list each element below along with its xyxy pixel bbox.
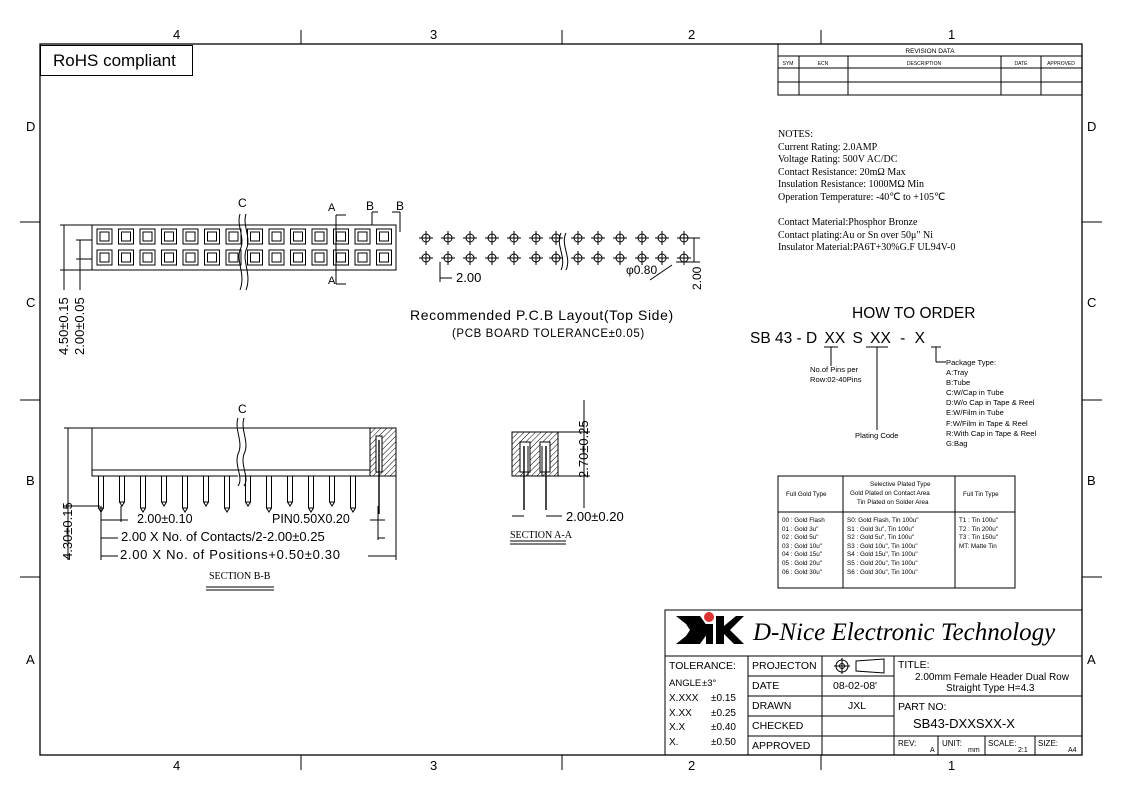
plating-cell: MT: Matte Tin (959, 542, 997, 550)
zone-top-2: 2 (688, 27, 696, 42)
zone-left-c: C (26, 295, 36, 310)
plating-col2-header-3: Tin Plated on Solder Area (857, 499, 929, 506)
drawing-title-line1: 2.00mm Female Header Dual Row (915, 672, 1069, 683)
plating-cell: S4 : Gold 15u", Tin 100u" (847, 551, 918, 559)
plating-cell: 03 : Gold 10u" (782, 542, 823, 550)
zone-right-d: D (1087, 119, 1097, 134)
plating-cell: 02 : Gold 5u" (782, 534, 819, 542)
contact-pin (288, 476, 293, 502)
size-label: SIZE: (1038, 739, 1059, 748)
contact-pin (351, 476, 356, 508)
package-title: Package Type: (946, 358, 997, 367)
pcb-layout-title: Recommended P.C.B Layout(Top Side) (410, 307, 674, 323)
order-code-plating: XX (870, 330, 891, 347)
contact-cavity (269, 229, 284, 244)
package-item: D:W/o Cap in Tape & Reel (946, 398, 1035, 408)
zone-bottom-3: 3 (430, 758, 438, 773)
zone-bottom-1: 1 (948, 758, 956, 773)
plating-col3-header: Full Tin Type (963, 491, 999, 498)
contact-cavity (355, 229, 370, 244)
contact-pin (204, 476, 209, 502)
pins-label-2: Row:02-40Pins (810, 375, 862, 384)
dim-aa-height: 2.70±0.25 (576, 420, 591, 478)
top-section-c-label: C (238, 196, 247, 210)
tolerance-label: TOLERANCE: (669, 660, 736, 672)
bb-section-c-label: C (238, 402, 247, 416)
contact-pin (99, 476, 104, 508)
package-item: F:W/Film in Tape & Reel (946, 418, 1028, 428)
top-section-a2-label: A (328, 275, 336, 287)
contact-cavity (162, 250, 177, 265)
order-code-prefix: SB 43 - D (750, 330, 818, 347)
note-line: Contact Material:Phosphor Bronze (778, 217, 918, 229)
plating-col2-header-1: Selective Plated Type (870, 481, 931, 488)
tolerance-value: ±0.50 (711, 736, 736, 748)
plating-cell: S2 : Gold 5u", Tin 100u" (847, 534, 915, 542)
contact-cavity (269, 250, 284, 265)
plating-cell: S3 : Gold 10u", Tin 100u" (847, 542, 918, 550)
zone-left-b: B (26, 473, 35, 488)
section-aa-title: SECTION A-A (510, 530, 572, 541)
note-line: Operation Temperature: -40℃ to +105℃ (778, 191, 946, 203)
projection-label: PROJECTON (752, 660, 817, 672)
zone-top-1: 1 (948, 27, 956, 42)
plating-cell: S6 : Gold 30u", Tin 100u" (847, 568, 918, 576)
rev-value: A (930, 747, 935, 754)
contact-cavity (248, 229, 263, 244)
top-view (60, 212, 400, 290)
order-code (750, 331, 925, 347)
zone-top-4: 4 (173, 27, 181, 42)
dim-top-outer: 4.50±0.15 (56, 297, 71, 355)
rohs-label: RoHS compliant (40, 45, 193, 76)
plating-col1-header: Full Gold Type (786, 491, 827, 498)
contact-pin (183, 476, 188, 508)
pcb-tolerance: (PCB BOARD TOLERANCE±0.05) (452, 328, 645, 340)
contact-cavity (291, 250, 306, 265)
contact-cavity (162, 229, 177, 244)
dim-pcb-row: 2.00 (690, 266, 704, 290)
package-item: G:Bag (946, 438, 968, 448)
plating-cell: T2 : Tin 200u" (959, 525, 998, 533)
plating-cell: 04 : Gold 15u" (782, 551, 823, 559)
plating-cell: 01 : Gold 3u" (782, 525, 819, 533)
note-line: Contact Resistance: 20mΩ Max (778, 166, 906, 178)
drawn-value: JXL (848, 700, 867, 712)
order-code-s: S (852, 330, 863, 347)
plating-cell: 00 : Gold Flash (782, 517, 825, 524)
note-line: Current Rating: 2.0AMP (778, 141, 878, 153)
order-code-dash: - (900, 330, 906, 347)
drawn-label: DRAWN (752, 700, 792, 712)
unit-label: UNIT: (942, 739, 962, 748)
contact-cavity (97, 229, 112, 244)
angle-label: ANGLE (669, 678, 702, 689)
date-label: DATE (752, 680, 780, 692)
company-name: D-Nice Electronic Technology (753, 619, 1056, 646)
zone-bottom-2: 2 (688, 758, 696, 773)
scale-value: 2:1 (1018, 747, 1028, 754)
part-no-value: SB43-DXXSXX-X (913, 716, 1015, 731)
angle-value: ±3° (702, 678, 717, 689)
contact-cavity (377, 229, 392, 244)
contact-cavity (226, 229, 241, 244)
zone-right-a: A (1087, 652, 1096, 667)
plating-cell: T3 : Tin 150u" (959, 534, 998, 542)
package-item: B:Tube (946, 378, 971, 388)
order-code-package: X (914, 330, 925, 347)
package-item: E:W/Film in Tube (946, 408, 1004, 418)
contact-cavity (119, 229, 134, 244)
contact-pin (267, 476, 272, 508)
contact-cavity (312, 229, 327, 244)
pcb-pitch-dim: 2.00 (456, 270, 482, 285)
contact-pin (330, 476, 335, 502)
contact-cavity (205, 229, 220, 244)
contact-pin (120, 476, 125, 502)
part-no-label: PART NO: (898, 701, 947, 713)
zone-top-3: 3 (430, 27, 438, 42)
tolerance-value: ±0.40 (711, 722, 736, 733)
unit-value: mm (968, 747, 980, 754)
tolerance-key: X.XXX (669, 693, 699, 704)
package-item: R:With Cap in Tape & Reel (946, 428, 1037, 438)
tolerance-key: X.X (669, 722, 686, 733)
zone-left-d: D (26, 119, 36, 134)
pins-label-1: No.of Pins per (810, 365, 859, 374)
zone-bottom-4: 4 (173, 758, 181, 773)
rev-col-date: DATE (1014, 61, 1028, 67)
zone-right-c: C (1087, 295, 1097, 310)
tolerance-value: ±0.15 (711, 693, 736, 704)
contact-cavity (97, 250, 112, 265)
bb-contacts-dim: 2.00 X No. of Contacts/2-2.00±0.25 (121, 529, 325, 544)
pcb-hole-dim: φ0.80 (626, 263, 658, 277)
tolerance-key: X. (669, 736, 679, 748)
notes-heading: NOTES: (778, 129, 813, 140)
contact-cavity (355, 250, 370, 265)
note-line: Insulation Resistance: 1000MΩ Min (778, 179, 925, 191)
plating-cell: S0: Gold Flash, Tin 100u" (847, 517, 919, 524)
contact-cavity (205, 250, 220, 265)
contact-pin (309, 476, 314, 508)
plating-cell: 05 : Gold 20u" (782, 560, 823, 567)
contact-pin (162, 476, 167, 502)
top-section-b2-label: B (396, 199, 405, 213)
plating-cell: T1 : Tin 100u" (959, 517, 998, 524)
company-logo-icon (676, 612, 744, 644)
top-section-b1-label: B (366, 199, 375, 213)
plating-cell: S5 : Gold 20u", Tin 100u" (847, 560, 918, 567)
contact-cavity (291, 229, 306, 244)
dim-bb-height: 4.30±0.15 (60, 502, 75, 560)
contact-cavity (183, 250, 198, 265)
zone-left-a: A (26, 652, 35, 667)
contact-cavity (377, 250, 392, 265)
contact-cavity (140, 250, 155, 265)
date-value: 08-02-08' (833, 680, 878, 692)
dim-top-inner: 2.00±0.05 (72, 297, 87, 355)
title-label: TITLE: (898, 659, 930, 671)
zone-right-b: B (1087, 473, 1096, 488)
note-line: Contact plating:Au or Sn over 50μ" Ni (778, 229, 933, 241)
tolerance-key: X.XX (669, 707, 692, 719)
aa-pitch-dim: 2.00±0.20 (566, 509, 624, 524)
rev-col-sym: SYM (782, 61, 794, 67)
contact-cavity (140, 229, 155, 244)
rev-col-approved: APPROVED (1047, 61, 1075, 67)
contact-cavity (119, 250, 134, 265)
plating-cell: 06 : Gold 30u" (782, 568, 823, 576)
how-to-order-title: HOW TO ORDER (852, 305, 976, 322)
contact-pin (225, 476, 230, 508)
rev-col-desc: DESCRIPTION (906, 61, 942, 67)
rev-col-ecn: ECN (817, 61, 829, 67)
contact-pin (141, 476, 146, 508)
revision-title: REVISION DATA (905, 48, 955, 55)
section-bb-title: SECTION B-B (209, 571, 271, 582)
contact-cavity (312, 250, 327, 265)
note-line: Voltage Rating: 500V AC/DC (778, 154, 898, 166)
plating-cell: S1 : Gold 3u", Tin 100u" (847, 525, 915, 533)
contact-cavity (248, 250, 263, 265)
order-code-pins: XX (824, 330, 846, 347)
plating-col2-header-2: Gold Plated on Contact Area (850, 490, 930, 497)
package-item: A:Tray (946, 368, 969, 378)
bb-pitch-dim: 2.00±0.10 (137, 512, 193, 526)
approved-label: APPROVED (752, 740, 811, 752)
checked-label: CHECKED (752, 720, 804, 732)
package-type-list (946, 358, 1036, 449)
package-item: C:W/Cap in Tube (946, 388, 1004, 398)
bb-positions-dim: 2.00 X No. of Positions+0.50±0.30 (120, 547, 341, 562)
section-bb (64, 418, 396, 590)
note-line (778, 205, 955, 218)
note-line: Insulator Material:PA6T+30%G.F UL94V-0 (778, 242, 956, 254)
tolerance-value: ±0.25 (711, 707, 736, 719)
scale-label: SCALE: (988, 739, 1017, 748)
plating-code-label: Plating Code (855, 431, 899, 440)
bb-pin-dim: PIN0.50X0.20 (272, 512, 350, 526)
rev-label: REV: (898, 739, 917, 748)
size-value: A4 (1068, 747, 1077, 754)
top-section-a-label: A (328, 202, 336, 214)
notes-block (778, 129, 955, 255)
drawing-title-line2: Straight Type H=4.3 (946, 683, 1035, 694)
contact-cavity (183, 229, 198, 244)
